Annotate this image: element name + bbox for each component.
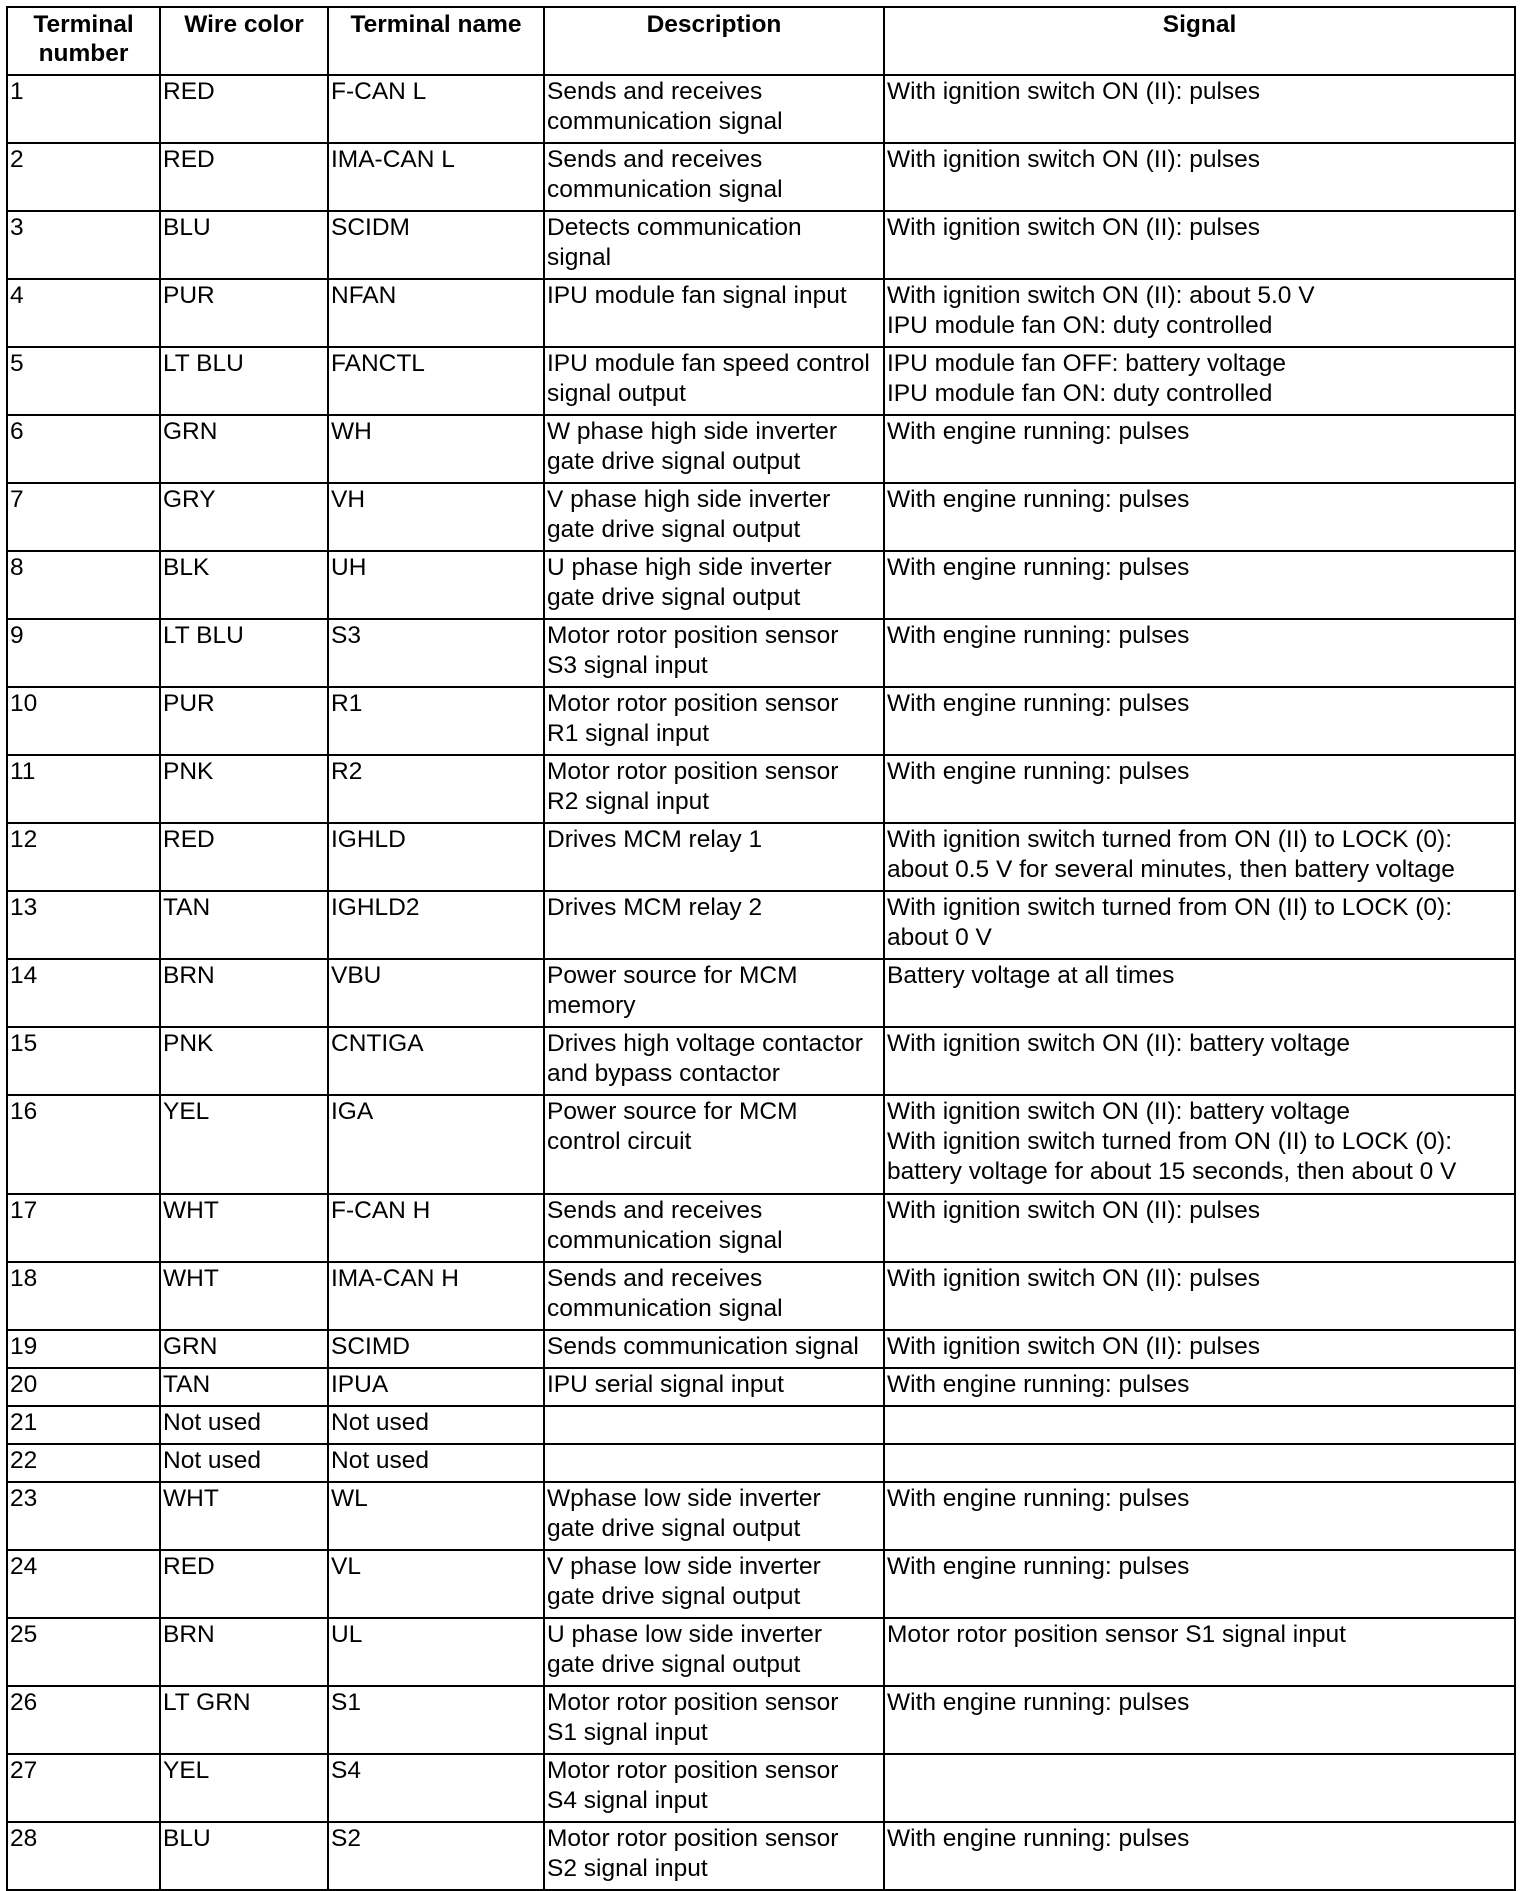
cell-terminal-name: Not used <box>328 1406 544 1444</box>
cell-terminal-number: 2 <box>7 143 160 211</box>
table-row <box>7 1194 1515 1262</box>
cell-terminal-name: SCIMD <box>328 1330 544 1368</box>
cell-wire-color: LT BLU <box>160 347 328 415</box>
cell-terminal-name: Not used <box>328 1444 544 1482</box>
cell-signal: With engine running: pulses <box>884 415 1515 483</box>
cell-signal <box>884 1406 1515 1444</box>
cell-terminal-name: IGA <box>328 1095 544 1194</box>
cell-signal: With engine running: pulses <box>884 755 1515 823</box>
cell-signal: With ignition switch ON (II): pulses <box>884 1330 1515 1368</box>
cell-description: U phase low side inverter gate drive signal output <box>544 1618 884 1686</box>
cell-terminal-number: 26 <box>7 1686 160 1754</box>
cell-terminal-name: S3 <box>328 619 544 687</box>
cell-wire-color: GRN <box>160 1330 328 1368</box>
cell-terminal-name: NFAN <box>328 279 544 347</box>
cell-description: V phase high side inverter gate drive signal output <box>544 483 884 551</box>
cell-description: Sends and receives communication signal <box>544 143 884 211</box>
cell-wire-color: Not used <box>160 1444 328 1482</box>
table-body <box>7 75 1515 1890</box>
cell-terminal-name: S1 <box>328 1686 544 1754</box>
cell-terminal-number: 10 <box>7 687 160 755</box>
cell-terminal-number: 1 <box>7 75 160 143</box>
cell-description: Motor rotor position sensor S1 signal input <box>544 1686 884 1754</box>
table-row <box>7 1027 1515 1095</box>
cell-description: Drives MCM relay 1 <box>544 823 884 891</box>
table-row <box>7 551 1515 619</box>
cell-terminal-number: 25 <box>7 1618 160 1686</box>
table-row <box>7 143 1515 211</box>
cell-description: U phase high side inverter gate drive signal output <box>544 551 884 619</box>
cell-wire-color: TAN <box>160 1368 328 1406</box>
cell-wire-color: PNK <box>160 755 328 823</box>
cell-wire-color: YEL <box>160 1754 328 1822</box>
cell-description: Drives MCM relay 2 <box>544 891 884 959</box>
cell-wire-color: PUR <box>160 687 328 755</box>
cell-signal: Battery voltage at all times <box>884 959 1515 1027</box>
cell-terminal-name: F-CAN H <box>328 1194 544 1262</box>
table-row <box>7 891 1515 959</box>
header-wire-color: Wire color <box>160 7 328 75</box>
cell-wire-color: RED <box>160 1550 328 1618</box>
table-row <box>7 1550 1515 1618</box>
table-row <box>7 75 1515 143</box>
cell-terminal-number: 8 <box>7 551 160 619</box>
cell-terminal-name: IPUA <box>328 1368 544 1406</box>
cell-terminal-name: UH <box>328 551 544 619</box>
table-row <box>7 415 1515 483</box>
cell-terminal-number: 20 <box>7 1368 160 1406</box>
cell-description: Power source for MCM memory <box>544 959 884 1027</box>
cell-signal: With ignition switch ON (II): battery voltage With ignition switch turned from ON (II) to LOCK (0): battery voltage for about 15 seconds, then about 0 V <box>884 1095 1515 1194</box>
cell-terminal-name: F-CAN L <box>328 75 544 143</box>
cell-terminal-name: SCIDM <box>328 211 544 279</box>
cell-description: Sends and receives communication signal <box>544 1262 884 1330</box>
cell-terminal-number: 24 <box>7 1550 160 1618</box>
cell-terminal-name: IMA-CAN L <box>328 143 544 211</box>
cell-signal: Motor rotor position sensor S1 signal input <box>884 1618 1515 1686</box>
cell-wire-color: WHT <box>160 1482 328 1550</box>
cell-terminal-number: 16 <box>7 1095 160 1194</box>
table-row <box>7 1618 1515 1686</box>
table-row <box>7 1482 1515 1550</box>
table-row <box>7 1754 1515 1822</box>
cell-terminal-number: 5 <box>7 347 160 415</box>
cell-wire-color: RED <box>160 143 328 211</box>
cell-terminal-name: VH <box>328 483 544 551</box>
cell-signal: With ignition switch ON (II): battery voltage <box>884 1027 1515 1095</box>
cell-signal: With ignition switch ON (II): pulses <box>884 75 1515 143</box>
cell-wire-color: BLU <box>160 1822 328 1890</box>
cell-terminal-number: 28 <box>7 1822 160 1890</box>
cell-wire-color: LT GRN <box>160 1686 328 1754</box>
cell-terminal-number: 18 <box>7 1262 160 1330</box>
cell-terminal-number: 27 <box>7 1754 160 1822</box>
header-signal: Signal <box>884 7 1515 75</box>
cell-signal: With ignition switch ON (II): about 5.0 V IPU module fan ON: duty controlled <box>884 279 1515 347</box>
table-row <box>7 1822 1515 1890</box>
cell-wire-color: Not used <box>160 1406 328 1444</box>
cell-signal: With engine running: pulses <box>884 687 1515 755</box>
cell-description: Motor rotor position sensor S4 signal input <box>544 1754 884 1822</box>
cell-terminal-number: 13 <box>7 891 160 959</box>
cell-description: Sends communication signal <box>544 1330 884 1368</box>
cell-terminal-name: IMA-CAN H <box>328 1262 544 1330</box>
cell-wire-color: BRN <box>160 1618 328 1686</box>
table-row <box>7 823 1515 891</box>
cell-signal <box>884 1754 1515 1822</box>
table-row <box>7 211 1515 279</box>
cell-wire-color: TAN <box>160 891 328 959</box>
cell-wire-color: BLK <box>160 551 328 619</box>
cell-description: IPU module fan speed control signal output <box>544 347 884 415</box>
cell-wire-color: GRN <box>160 415 328 483</box>
cell-terminal-name: WH <box>328 415 544 483</box>
cell-description: Motor rotor position sensor R2 signal input <box>544 755 884 823</box>
cell-description: Power source for MCM control circuit <box>544 1095 884 1194</box>
cell-terminal-number: 21 <box>7 1406 160 1444</box>
cell-signal: With engine running: pulses <box>884 1368 1515 1406</box>
cell-terminal-number: 11 <box>7 755 160 823</box>
cell-terminal-number: 19 <box>7 1330 160 1368</box>
cell-signal: With engine running: pulses <box>884 1482 1515 1550</box>
table-row <box>7 1444 1515 1482</box>
table-row <box>7 619 1515 687</box>
table-row <box>7 279 1515 347</box>
cell-wire-color: WHT <box>160 1262 328 1330</box>
table-row <box>7 1368 1515 1406</box>
table-row <box>7 1095 1515 1194</box>
cell-terminal-number: 23 <box>7 1482 160 1550</box>
cell-signal: With ignition switch turned from ON (II) to LOCK (0): about 0.5 V for several minutes, then battery voltage <box>884 823 1515 891</box>
terminal-table <box>6 6 1516 1891</box>
table-row <box>7 687 1515 755</box>
cell-terminal-name: IGHLD <box>328 823 544 891</box>
cell-signal: With engine running: pulses <box>884 1686 1515 1754</box>
cell-signal: With engine running: pulses <box>884 619 1515 687</box>
cell-terminal-name: R1 <box>328 687 544 755</box>
cell-wire-color: GRY <box>160 483 328 551</box>
cell-wire-color: WHT <box>160 1194 328 1262</box>
cell-wire-color: BLU <box>160 211 328 279</box>
cell-description: Motor rotor position sensor R1 signal input <box>544 687 884 755</box>
cell-wire-color: RED <box>160 75 328 143</box>
terminal-table-sheet <box>6 6 1514 1891</box>
cell-signal: With engine running: pulses <box>884 1550 1515 1618</box>
table-row <box>7 1686 1515 1754</box>
cell-description: IPU serial signal input <box>544 1368 884 1406</box>
cell-signal: With engine running: pulses <box>884 1822 1515 1890</box>
cell-wire-color: PUR <box>160 279 328 347</box>
cell-wire-color: BRN <box>160 959 328 1027</box>
cell-terminal-name: IGHLD2 <box>328 891 544 959</box>
cell-terminal-number: 14 <box>7 959 160 1027</box>
cell-description <box>544 1444 884 1482</box>
table-header-row <box>7 7 1515 75</box>
cell-terminal-name: VBU <box>328 959 544 1027</box>
cell-description: Motor rotor position sensor S2 signal input <box>544 1822 884 1890</box>
table-row <box>7 347 1515 415</box>
table-row <box>7 483 1515 551</box>
cell-signal: With ignition switch ON (II): pulses <box>884 143 1515 211</box>
cell-description: Sends and receives communication signal <box>544 75 884 143</box>
cell-description: Motor rotor position sensor S3 signal input <box>544 619 884 687</box>
cell-terminal-number: 22 <box>7 1444 160 1482</box>
cell-wire-color: LT BLU <box>160 619 328 687</box>
cell-terminal-number: 6 <box>7 415 160 483</box>
cell-terminal-number: 9 <box>7 619 160 687</box>
cell-terminal-name: CNTIGA <box>328 1027 544 1095</box>
header-terminal-number: Terminal number <box>7 7 160 75</box>
cell-terminal-number: 15 <box>7 1027 160 1095</box>
cell-terminal-number: 12 <box>7 823 160 891</box>
cell-signal: With ignition switch turned from ON (II) to LOCK (0): about 0 V <box>884 891 1515 959</box>
cell-signal <box>884 1444 1515 1482</box>
table-row <box>7 959 1515 1027</box>
cell-description: Drives high voltage contactor and bypass contactor <box>544 1027 884 1095</box>
table-row <box>7 755 1515 823</box>
cell-signal: With ignition switch ON (II): pulses <box>884 211 1515 279</box>
cell-terminal-number: 4 <box>7 279 160 347</box>
cell-description: IPU module fan signal input <box>544 279 884 347</box>
cell-description: V phase low side inverter gate drive signal output <box>544 1550 884 1618</box>
cell-signal: With ignition switch ON (II): pulses <box>884 1262 1515 1330</box>
cell-terminal-number: 17 <box>7 1194 160 1262</box>
cell-terminal-name: WL <box>328 1482 544 1550</box>
cell-terminal-name: VL <box>328 1550 544 1618</box>
cell-terminal-number: 3 <box>7 211 160 279</box>
cell-terminal-name: R2 <box>328 755 544 823</box>
cell-terminal-name: FANCTL <box>328 347 544 415</box>
cell-description: Detects communication signal <box>544 211 884 279</box>
cell-description: W phase high side inverter gate drive signal output <box>544 415 884 483</box>
table-row <box>7 1406 1515 1444</box>
cell-wire-color: RED <box>160 823 328 891</box>
header-description: Description <box>544 7 884 75</box>
cell-terminal-name: S4 <box>328 1754 544 1822</box>
table-row <box>7 1330 1515 1368</box>
cell-wire-color: YEL <box>160 1095 328 1194</box>
cell-terminal-name: S2 <box>328 1822 544 1890</box>
cell-description: Sends and receives communication signal <box>544 1194 884 1262</box>
cell-wire-color: PNK <box>160 1027 328 1095</box>
cell-terminal-number: 7 <box>7 483 160 551</box>
cell-description <box>544 1406 884 1444</box>
cell-terminal-name: UL <box>328 1618 544 1686</box>
cell-signal: With engine running: pulses <box>884 483 1515 551</box>
cell-signal: With ignition switch ON (II): pulses <box>884 1194 1515 1262</box>
table-row <box>7 1262 1515 1330</box>
cell-signal: With engine running: pulses <box>884 551 1515 619</box>
header-terminal-name: Terminal name <box>328 7 544 75</box>
cell-signal: IPU module fan OFF: battery voltage IPU module fan ON: duty controlled <box>884 347 1515 415</box>
cell-description: Wphase low side inverter gate drive signal output <box>544 1482 884 1550</box>
